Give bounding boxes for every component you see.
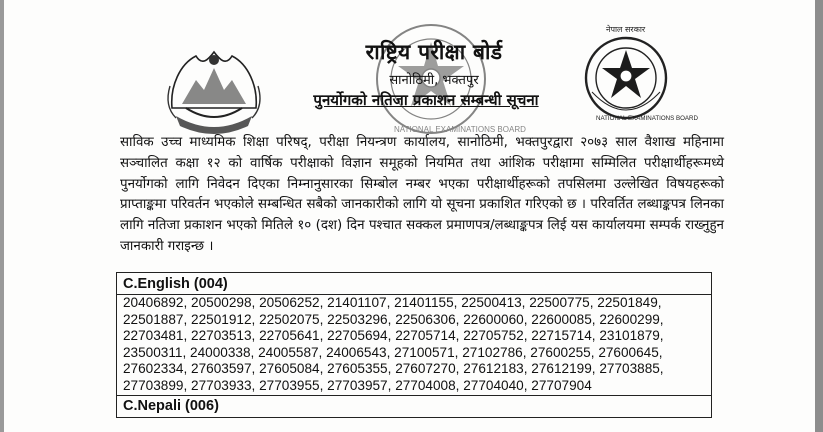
subject-header-row [117, 273, 712, 295]
symbol-number: 27704040, [463, 377, 528, 393]
symbol-number: 22705694, [327, 328, 392, 344]
symbol-number: 27602334, [123, 361, 188, 377]
subject-header-row [117, 395, 712, 417]
symbol-number: 23101879, [599, 328, 664, 344]
symbol-number: 27600255, [530, 344, 595, 360]
symbol-number: 27605355, [327, 361, 392, 377]
board-title: राष्ट्रिय परीक्षा बोर्ड [365, 40, 503, 64]
symbol-number: 22703513, [191, 328, 256, 344]
symbol-number: 27100571, [394, 344, 459, 360]
symbol-number: 27607270, [395, 361, 460, 377]
symbol-number: 22502075, [259, 311, 324, 327]
board-address: सानोठिमी, भक्तपुर [389, 73, 479, 88]
notice-heading: पुनर्योगको नतिजा प्रकाशन सम्बन्धी सूचना [313, 91, 539, 109]
symbol-number: 22705641, [259, 328, 324, 344]
symbol-number: 22501849, [597, 295, 662, 310]
symbol-number: 27703899, [123, 377, 188, 393]
symbol-number: 27703957, [327, 377, 392, 393]
symbol-number-list [117, 295, 712, 396]
symbol-number: 27612183, [463, 361, 528, 377]
symbol-number: 27707904 [531, 377, 592, 393]
notice-body-text: साविक उच्च माध्यमिक शिक्षा परिषद्, परीक्षा नियन्त्रण कार्यालय, सानोठिमी, भक्तपुरद्वारा २०७३ साल वैशाख महिनामा सञ्चालित कक्षा १२ को वार्षिक परीक्षाको विज्ञान समूहको नियमित तथा आंशिक परीक्षामा सम्मिलित परीक्षार्थीहरूमध्ये पुनर्योगको लागि निवेदन दिएका निम्नानुसारका सिम्बोल नम्बर भएका परीक्षार्थीहरूको तपसिलमा उल्लेखित विषयहरूको प्राप्ताङ्कमा परिवर्तन भएकोले सम्बन्धित सबैको जानकारीको लागि यो सूचना प्रकाशित गरिएको छ । परिवर्तित लब्धाङ्कपत्र लिनका लागि नतिजा प्रकाशन भएको मितिले १० (दश) दिन पश्चात सक्कल प्रमाणपत्र/लब्धाङ्कपत्र लिई यस कार्यालयमा सम्पर्क राख्नुहुन जानकारी गराइन्छ । [120, 135, 724, 254]
symbol-number: 21401155, [394, 295, 458, 310]
symbol-number: 22600060, [463, 311, 528, 327]
retotaling-results-table [116, 272, 712, 418]
symbol-number: 24000338, [190, 344, 255, 360]
symbol-number: 22705714, [395, 328, 460, 344]
symbol-number: 20506252, [259, 295, 324, 310]
symbol-list-row [117, 295, 712, 396]
symbol-number: 24006543, [326, 344, 391, 360]
seal-right-caption: NATIONAL EXAMINATIONS BOARD [596, 115, 698, 122]
symbol-number: 27600645, [598, 344, 663, 360]
symbol-number: 22715714, [531, 328, 596, 344]
symbol-number: 22600299, [599, 311, 664, 327]
symbol-number: 24005587, [258, 344, 323, 360]
symbol-number: 22501887, [123, 311, 188, 327]
symbol-number: 27102786, [462, 344, 527, 360]
screen-frame-right [815, 0, 823, 432]
symbol-number: 27703955, [259, 377, 324, 393]
board-seal-icon [582, 24, 698, 124]
results-table-body [117, 273, 712, 418]
symbol-number: 22600085, [531, 311, 596, 327]
symbol-number: 23500311, [123, 344, 187, 360]
symbol-number: 22705752, [463, 328, 528, 344]
seal-right-top-text: नेपाल सरकार [606, 25, 646, 34]
symbol-number: 27703885, [599, 361, 664, 377]
symbol-number: 22503296, [327, 311, 392, 327]
symbol-number: 27612199, [531, 361, 596, 377]
notice-document [4, 0, 815, 432]
symbol-number: 21401107, [327, 295, 391, 310]
symbol-number: 27704008, [395, 377, 460, 393]
symbol-number: 27605084, [259, 361, 324, 377]
symbol-number: 22506306, [395, 311, 460, 327]
seal-center-caption: NATIONAL EXAMINATIONS BOARD [394, 125, 526, 134]
subject-name: C.Nepali (006) [117, 395, 712, 417]
symbol-number: 27703933, [191, 377, 256, 393]
nepal-emblem-icon [166, 46, 262, 136]
symbol-number: 22703481, [123, 328, 188, 344]
subject-name: C.English (004) [117, 273, 712, 295]
symbol-number: 22500775, [529, 295, 594, 310]
symbol-number: 22501912, [191, 311, 256, 327]
symbol-number: 22500413, [461, 295, 526, 310]
symbol-number: 27603597, [191, 361, 256, 377]
symbol-number: 20500298, [191, 295, 256, 310]
symbol-number: 20406892, [123, 295, 188, 310]
